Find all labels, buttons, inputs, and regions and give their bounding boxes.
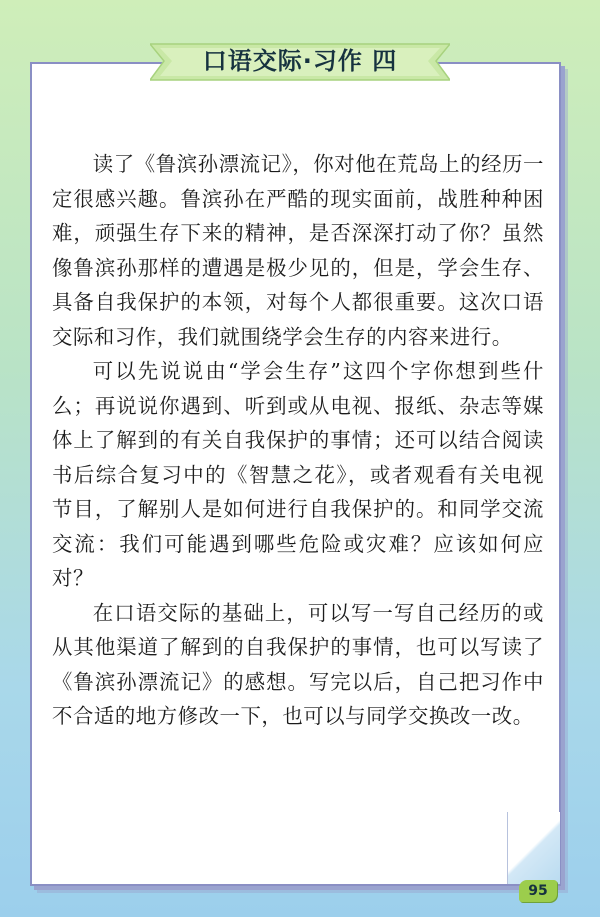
page-title: 口语交际·习作 四 — [202, 47, 398, 75]
page-number-badge: 95 — [519, 880, 557, 902]
page-curl-corner — [507, 812, 560, 884]
paragraph-3: 在口语交际的基础上，可以写一写自己经历的或从其他渠道了解到的自我保护的事情，也可以写读了《鲁滨孙漂流记》的感想。写完以后，自己把习作中不合适的地方修改一下，也可以与同学交换改一改。 — [52, 600, 544, 728]
paragraph-2: 可以先说说由“学会生存”这四个字你想到些什么；再说说你遇到、听到或从电视、报纸、杂志等媒体上了解到的有关自我保护的事情；还可以结合阅读书后综合复习中的《智慧之花》，或者观看有关电视节目，了解别人是如何进行自我保护的。和同学交流交流：我们可能遇到哪些危险或灾难？应该如何应对？ — [52, 359, 544, 590]
body-text — [52, 147, 544, 734]
paragraph-1: 读了《鲁滨孙漂流记》，你对他在荒岛上的经历一定很感兴趣。鲁滨孙在严酷的现实面前，战胜种种困难，顽强生存下来的精神，是否深深打动了你？虽然像鲁滨孙那样的遭遇是极少见的，但是，学会生存、具备自我保护的本领，对每个人都很重要。这次口语交际和习作，我们就围绕学会生存的内容来进行。 — [52, 152, 544, 349]
title-banner — [150, 36, 450, 84]
